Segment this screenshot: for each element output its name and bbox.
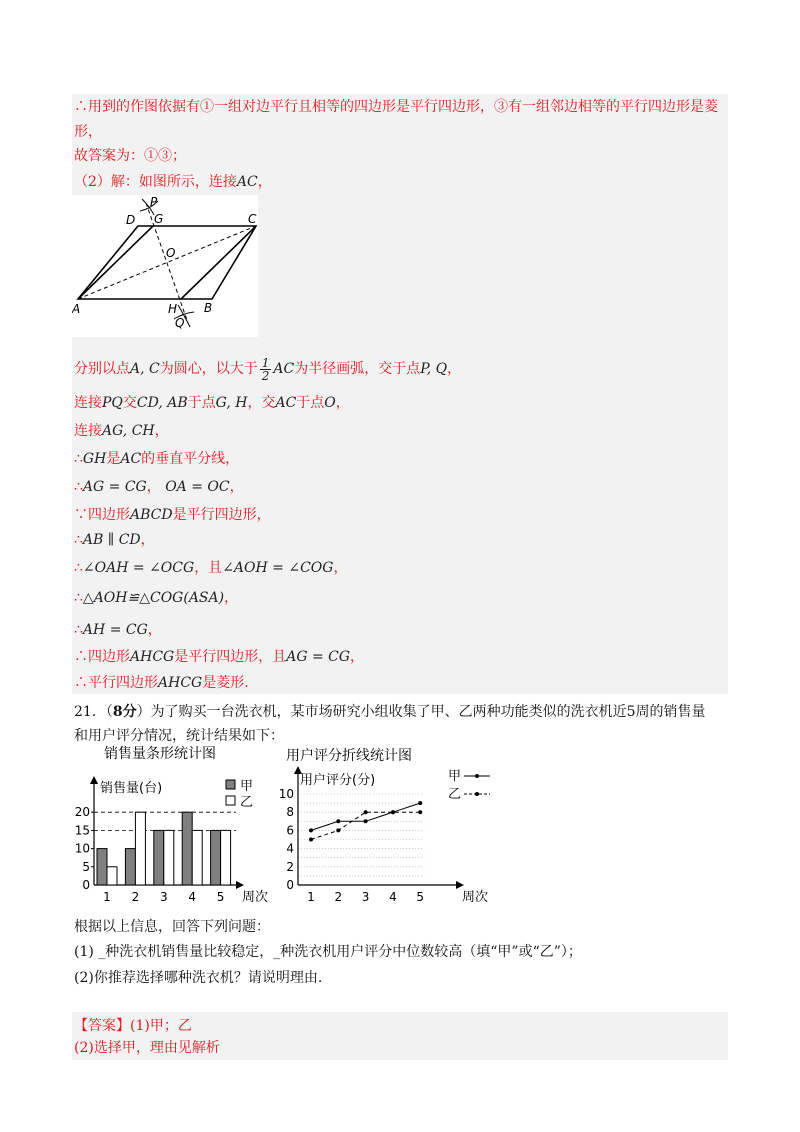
label-h: H <box>168 302 178 316</box>
legend-swatch <box>226 796 235 805</box>
x-tick-label: 4 <box>188 890 197 904</box>
q21-line-2: 和用户评分情况，统计结果如下： <box>74 728 284 744</box>
step-4: ∴GH是AC的垂直平分线， <box>74 451 240 467</box>
bar-jia <box>211 830 221 885</box>
x-tick-label: 4 <box>389 890 397 904</box>
bar-jia <box>125 849 135 885</box>
q21-after: 根据以上信息，回答下列问题： <box>74 919 270 935</box>
x-tick-label: 2 <box>131 890 140 904</box>
x-axis-arrow <box>236 881 244 889</box>
step-1: 分别以点A, C为圆心，以大于 $\frac{1}{2}$ AC为半径画弧，交于点P, Q， <box>74 355 462 383</box>
x-tick-label: 5 <box>216 890 225 904</box>
answer-line-2: (2)选择甲，理由见解析 <box>74 1040 220 1056</box>
answer-line: 故答案为：①③； <box>74 148 186 164</box>
data-point-yi <box>309 838 313 842</box>
label-p: P <box>150 195 158 209</box>
data-point-yi <box>391 810 395 814</box>
legend-label: 乙 <box>240 795 254 810</box>
bar-yi <box>135 812 145 885</box>
y-tick-label: 20 <box>74 805 90 820</box>
y-tick-label: 8 <box>286 805 294 820</box>
bar-jia <box>182 812 192 885</box>
bar-jia <box>97 849 107 885</box>
legend-marker <box>475 774 479 778</box>
y-tick-label: 0 <box>82 878 90 892</box>
y-tick-label: 4 <box>286 841 294 856</box>
y-tick-label: 15 <box>74 823 90 838</box>
y-tick-label: 0 <box>286 878 294 892</box>
part2-intro: （2）解：如图所示，连接AC， <box>74 174 272 190</box>
y-tick-label: 6 <box>286 823 294 838</box>
x-tick-label: 3 <box>361 890 370 904</box>
step-8: ∴∠OAH = ∠OCG，且∠AOH = ∠COG， <box>74 560 348 576</box>
x-axis-arrow <box>456 881 464 889</box>
solution-text: ∴用到的作图依据有①一组对边平行且相等的四边形是平行四边形，③有一组邻边相等的平行四边形是菱 <box>74 99 718 115</box>
legend-label: 乙 <box>448 787 462 802</box>
legend-label: 甲 <box>448 769 462 784</box>
answer-line-1: 【答案】(1)甲；乙 <box>74 1018 192 1034</box>
legend-marker <box>475 792 479 796</box>
series-line-jia <box>311 803 420 830</box>
legend-label: 甲 <box>240 779 254 794</box>
x-tick-label: 1 <box>103 890 111 904</box>
y-axis-arrow <box>90 776 98 784</box>
bar-yi <box>164 830 174 885</box>
x-axis-label: 周次 <box>462 890 489 905</box>
y-axis-label: 销售量(台) <box>100 781 163 796</box>
q21-line-1: 21．（8分）为了购买一台洗衣机，某市场研究小组收集了甲、乙两种功能类似的洗衣机近5周的销售量 <box>74 704 706 720</box>
data-point-yi <box>418 810 422 814</box>
label-b: B <box>204 301 213 315</box>
y-tick-label: 10 <box>278 787 294 801</box>
line-chart <box>278 744 508 910</box>
y-tick-label: 5 <box>82 859 90 874</box>
chart-title: 销售量条形统计图 <box>104 746 216 762</box>
x-tick-label: 3 <box>159 890 168 904</box>
series-line-yi <box>311 812 420 839</box>
fraction-half: $\frac{1}{2}$ <box>261 355 270 383</box>
step-5: ∴AG = CG， OA = OC， <box>74 479 244 495</box>
bar-yi <box>221 830 231 885</box>
step-9: ∴△AOH≌△COG(ASA)， <box>74 590 239 606</box>
label-g: G <box>154 212 164 226</box>
label-o: O <box>166 246 176 260</box>
label-q: Q <box>175 316 185 330</box>
q21-sub1: (1) _种洗衣机销售量比较稳定，_种洗衣机用户评分中位数较高（填“甲”或“乙”）； <box>74 944 582 960</box>
bar-yi <box>192 830 202 885</box>
y-axis-label: 用户评分(分) <box>300 773 376 788</box>
step-2: 连接PQ交CD, AB于点G, H，交AC于点O， <box>74 395 350 411</box>
step-7: ∴AB ∥ CD， <box>74 532 155 548</box>
data-point-jia <box>418 801 422 805</box>
label-c: C <box>248 212 257 226</box>
data-point-yi <box>364 810 368 814</box>
step-3: 连接AG, CH， <box>74 423 169 439</box>
solution-text: 形， <box>74 124 102 140</box>
data-point-jia <box>336 819 340 823</box>
x-tick-label: 1 <box>307 890 315 904</box>
data-point-jia <box>309 828 313 832</box>
y-tick-label: 2 <box>286 859 294 874</box>
step-11: ∴四边形AHCG是平行四边形，且AG = CG， <box>74 649 365 665</box>
parallelogram-figure <box>72 195 258 337</box>
x-tick-label: 5 <box>416 890 425 904</box>
bar-jia <box>154 830 164 885</box>
step-6: ∵四边形ABCD是平行四边形， <box>74 507 271 523</box>
data-point-yi <box>336 828 340 832</box>
label-d: D <box>126 213 136 227</box>
step-10: ∴AH = CG， <box>74 622 162 638</box>
chart-title: 用户评分折线统计图 <box>286 748 412 764</box>
legend-swatch <box>226 780 235 789</box>
step-12: ∴平行四边形AHCG是菱形. <box>74 675 249 691</box>
y-tick-label: 10 <box>74 841 90 856</box>
bar-chart <box>74 744 274 910</box>
data-point-jia <box>364 819 368 823</box>
label-a: A <box>72 302 81 316</box>
x-axis-label: 周次 <box>242 890 269 905</box>
bar-yi <box>107 867 117 885</box>
q21-sub2: (2)你推荐选择哪种洗衣机？请说明理由. <box>74 970 323 986</box>
x-tick-label: 2 <box>334 890 343 904</box>
